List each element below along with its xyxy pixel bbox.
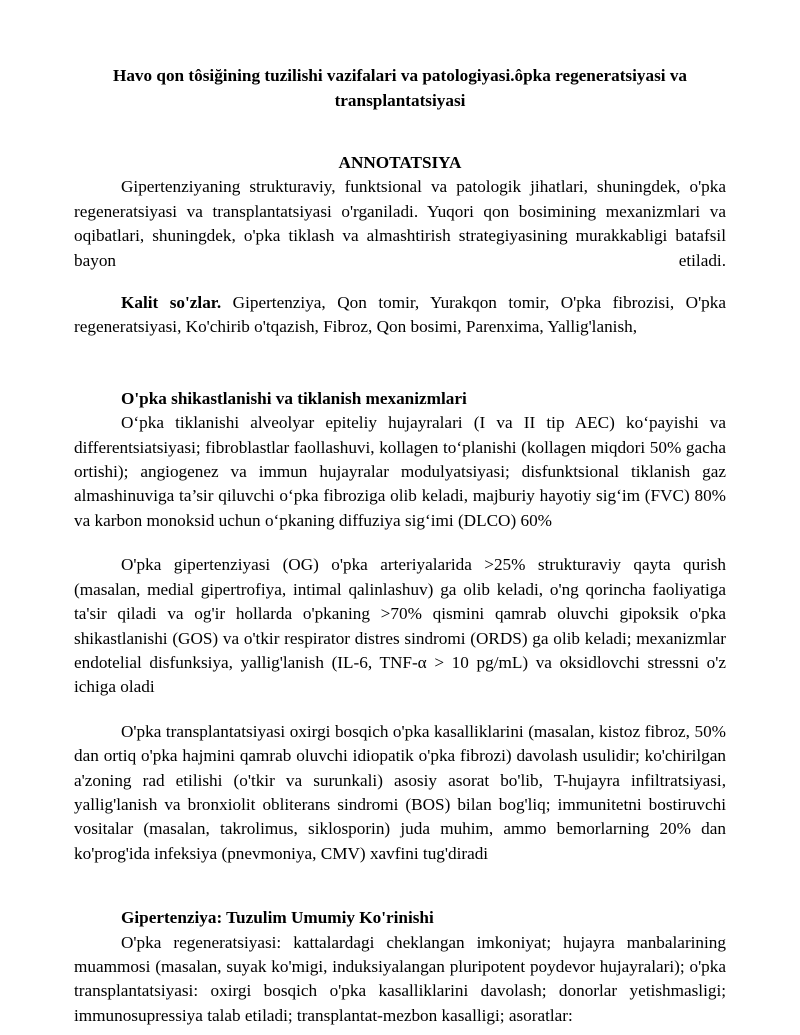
keywords-label: Kalit so'zlar. — [121, 293, 222, 313]
section-paragraph-transplantation: O'pka transplantatsiyasi oxirgi bosqich o'pka kasalliklarini (masalan, kistoz fibroz, 50% dan ortiq o'pka hajmini qamrab oluvchi idiopatik o'pka fibrozi) davolash usulidir; ko'chirilgan a'zoning rad etilishi (o'tkir va surunkali) asosiy asorat bo'lib, T-hujayra infiltratsiyasi, yallig'lanish va bronxiolit obliterans sindromi (BOS) bilan bog'liq; immunitetni bostiruvchi vositalar (masalan, takrolimus, siklosporin) juda muhim, ammo bemorlarning 20% dan ko'prog'ida infeksiya (pnevmoniya, CMV) xavfini tug'diradi — [74, 721, 726, 863]
section-heading-overview: Gipertenziya: Tuzulim Umumiy Ko'rinishi — [121, 908, 434, 928]
keywords-paragraph — [74, 291, 726, 340]
keywords-text: Gipertenziya, Qon tomir, Yurakqon tomir, O'pka fibrozisi, O'pka regeneratsiyasi, Ko'chirib o'tqazish, Fibroz, Qon bosimi, Parenxima, Yallig'lanish, — [74, 293, 726, 337]
document-title: Havo qon tôsiğining tuzilishi vazifalari va patologiyasi.ôpka regeneratsiyasi va transplantatsiyasi — [112, 66, 688, 110]
annotation-heading: ANNOTATSIYA — [338, 153, 462, 172]
section-paragraph-regeneration: O‘pka tiklanishi alveolyar epiteliy hujayralari (I va II tip AEC) ko‘payishi va differentsiatsiyasi; fibroblastlar faollashuvi, kollagen to‘planishi (kollagen miqdori 50% gacha ortishi); angiogenez va immun hujayralar modulyatsiyasi; disfunktsional tiklanish gaz almashinuviga ta’sir qiluvchi o‘pka fibroziga olib keladi, majburiy hayotiy sig‘im (FVC) 80% va karbon monoksid uchun o‘pkaning diffuziya sig‘imi (DLCO) 60% — [74, 413, 726, 530]
section-paragraph-hypertension: O'pka gipertenziyasi (OG) o'pka arteriyalarida >25% strukturaviy qayta qurish (masalan, medial gipertrofiya, intimal qalinlashuv) ga olib keladi, o'ng qorincha faoliyatiga ta'sir qiladi va og'ir hollarda o'pkaning >70% qismini qamrab oluvchi gipoksik o'pka shikastlanishi (GOS) va o'tkir respirator distres sindromi (ORDS) ga olib keladi; mexanizmlar endotelial disfunksiya, yallig'lanish (IL-6, TNF-α > 10 pg/mL) va oksidlovchi stressni o'z ichiga oladi — [74, 555, 726, 697]
section-heading-lung-injury: O'pka shikastlanishi va tiklanish mexanizmlari — [121, 388, 467, 408]
annotation-paragraph: Gipertenziyaning strukturaviy, funktsional va patologik jihatlari, shuningdek, o'pka regeneratsiyasi va transplantatsiyasi o'rganiladi. Yuqori qon bosimining mexanizmlari va oqibatlari, shuningdek, o'pka tiklash va almashtirish strategiyasining murakkabligi batafsil bayon etiladi. — [74, 177, 726, 270]
section-paragraph-overview: O'pka regeneratsiyasi: kattalardagi cheklangan imkoniyat; hujayra manbalarining muammosi (masalan, suyak ko'migi, induksiyalangan pluripotent poydevor hujayralari); o'pka transplantatsiyasi: oxirgi bosqich o'pka kasalliklarini davolash; donorlar yetishmasligi; immunosupressiya talab etiladi; transplantat-mezbon kasalligi; asoratlar: — [74, 932, 726, 1025]
